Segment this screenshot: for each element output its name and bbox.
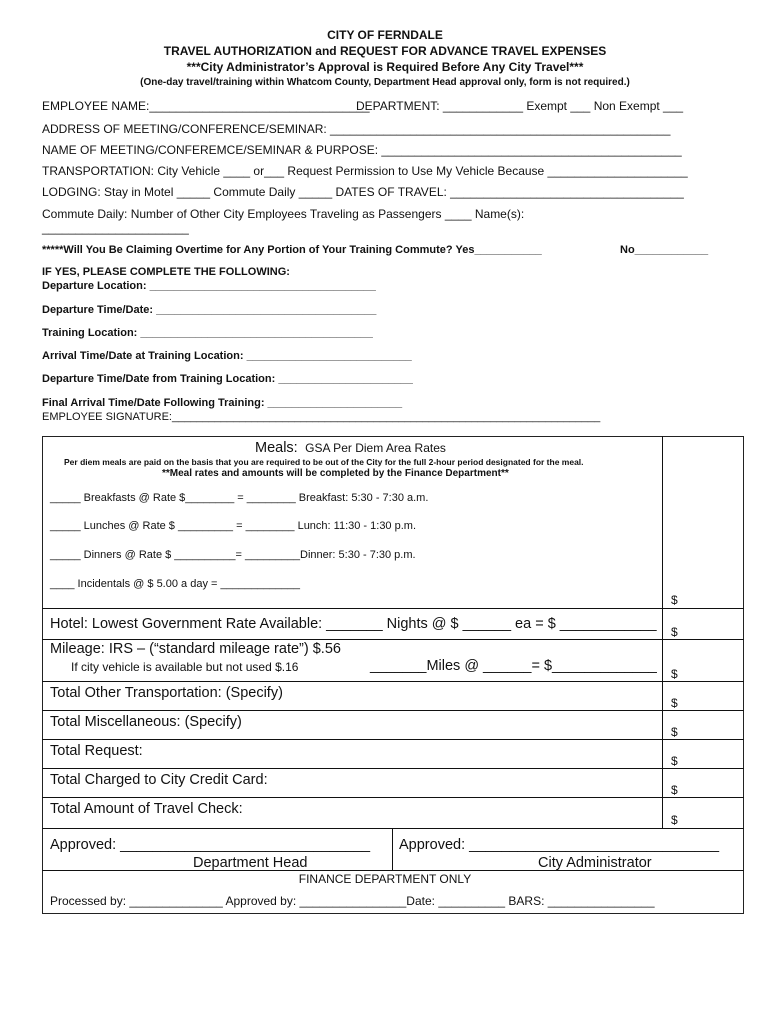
if-yes-heading: IF YES, PLEASE COMPLETE THE FOLLOWING: [42,266,290,278]
transportation-field[interactable]: TRANSPORTATION: City Vehicle ____ or___ Request Permission to Use My Vehicle Because _____________________ [42,164,688,178]
misc-amount[interactable]: $ [671,725,678,739]
city-admin-label: City Administrator [538,855,652,871]
amount-column-divider [662,436,663,828]
commute-names-line[interactable]: ______________________ [42,221,189,235]
meals-amount[interactable]: $ [671,593,678,607]
hotel-amount[interactable]: $ [671,625,678,639]
city-admin-approval[interactable]: Approved: _______________________________ [399,837,720,853]
finance-meal-note: **Meal rates and amounts will be completed by the Finance Department** [162,468,509,479]
lunches-row[interactable]: _____ Lunches @ Rate $ _________ = ________ Lunch: 11:30 - 1:30 p.m. [50,520,416,532]
commute-daily-field[interactable]: Commute Daily: Number of Other City Employees Traveling as Passengers ____ Name(s): [42,207,525,221]
meeting-purpose-field[interactable]: NAME OF MEETING/CONFEREMCE/SEMINAR & PURPOSE: _____________________________________________ [42,143,682,157]
incidentals-row[interactable]: ____ Incidentals @ $ 5.00 a day = _____________ [50,578,301,590]
form-title: TRAVEL AUTHORIZATION and REQUEST FOR ADVANCE TRAVEL EXPENSES [163,44,607,58]
travel-check-amount[interactable]: $ [671,813,678,827]
other-transport-row[interactable]: Total Other Transportation: (Specify) [50,685,283,701]
final-arrival-field[interactable]: Final Arrival Time/Date Following Training: ______________________ [42,397,403,409]
finance-only-heading: FINANCE DEPARTMENT ONLY [298,872,472,886]
departure-from-training-field[interactable]: Departure Time/Date from Training Location: ______________________ [42,373,413,385]
departure-location-field[interactable]: Departure Location: _____________________________________ [42,280,376,292]
meeting-address-field[interactable]: ADDRESS OF MEETING/CONFERENCE/SEMINAR: ___________________________________________________ [42,122,671,136]
mileage-row: Mileage: IRS – (“standard mileage rate”) $.56 [50,641,341,657]
approval-notice: ***City Administrator’s Approval is Required Before Any City Travel*** [186,60,584,74]
employee-name-field[interactable]: EMPLOYEE NAME:_________________________________ [42,99,370,113]
finance-processing-row[interactable]: Processed by: ______________ Approved by: ________________Date: __________ BARS: ________________ [50,894,655,908]
overtime-question[interactable]: *****Will You Be Claiming Overtime for Any Portion of Your Training Commute? Yes___________ [42,244,542,256]
meals-label: Meals: [255,440,298,456]
mileage-sub: If city vehicle is available but not used $.16 [71,660,299,674]
departure-time-field[interactable]: Departure Time/Date: ____________________________________ [42,304,377,316]
other-transport-amount[interactable]: $ [671,696,678,710]
training-location-field[interactable]: Training Location: ______________________________________ [42,327,373,339]
mileage-amount[interactable]: $ [671,667,678,681]
credit-card-row: Total Charged to City Credit Card: [50,772,268,788]
employee-signature-field[interactable]: EMPLOYEE SIGNATURE:______________________________________________________________________ [42,411,601,423]
travel-check-row: Total Amount of Travel Check: [50,801,243,817]
gsa-rates: GSA Per Diem Area Rates [305,441,446,455]
per-diem-note: Per diem meals are paid on the basis that you are required to be out of the City for the full 2-hour period designated for the meal. [64,457,584,467]
mileage-calc[interactable]: _______Miles @ ______= $_____________ [370,658,657,674]
meals-heading [255,439,446,457]
dinners-row[interactable]: _____ Dinners @ Rate $ __________= _________Dinner: 5:30 - 7:30 p.m. [50,549,416,561]
total-request-row: Total Request: [50,743,143,759]
hotel-row[interactable]: Hotel: Lowest Government Rate Available: _______ Nights @ $ ______ ea = $ ____________ [50,616,657,632]
lodging-field[interactable]: LODGING: Stay in Motel _____ Commute Daily _____ DATES OF TRAVEL: ___________________________________ [42,185,684,199]
city-name: CITY OF FERNDALE [327,28,443,42]
overtime-no[interactable]: No____________ [620,244,709,256]
department-field[interactable]: DEPARTMENT: ____________ Exempt ___ Non Exempt ___ [356,99,684,113]
arrival-time-field[interactable]: Arrival Time/Date at Training Location: ___________________________ [42,350,412,362]
dept-head-label: Department Head [193,855,308,871]
credit-card-amount[interactable]: $ [671,783,678,797]
dept-head-approval[interactable]: Approved: _______________________________ [50,837,371,853]
approval-subnotice: (One-day travel/training within Whatcom County, Department Head approval only, form is not required.) [140,77,630,88]
total-request-amount[interactable]: $ [671,754,678,768]
breakfasts-row[interactable]: _____ Breakfasts @ Rate $________ = ________ Breakfast: 5:30 - 7:30 a.m. [50,492,429,504]
misc-row[interactable]: Total Miscellaneous: (Specify) [50,714,242,730]
